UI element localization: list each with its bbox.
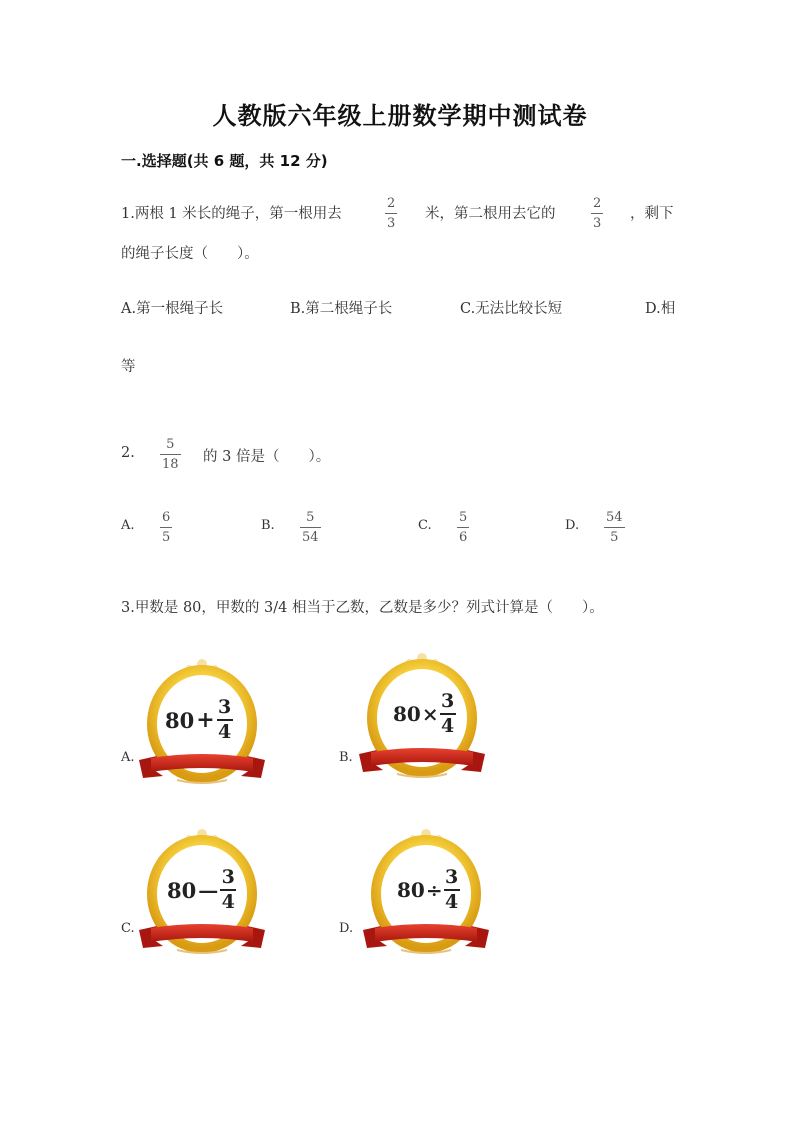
q3-option-a-medal[interactable] [137, 656, 269, 786]
denominator: 4 [444, 891, 459, 913]
q2-option-a-label[interactable]: A. [121, 518, 135, 533]
fraction [444, 868, 460, 912]
q1-text-a: 1.两根 1 米长的绳子，第一根用去 [121, 206, 342, 222]
numerator: 3 [221, 866, 235, 888]
q2-fraction [160, 438, 181, 471]
q3-option-d-expression [397, 868, 460, 912]
q2-option-c-fraction[interactable] [457, 511, 469, 544]
q1-frac1-numerator: 2 [387, 196, 396, 211]
q2-option-b-label[interactable]: B. [261, 518, 275, 533]
numerator: 54 [606, 510, 623, 525]
q3-option-d-label[interactable]: D. [339, 921, 354, 936]
section-heading: 一.选择题(共 6 题，共 12 分) [121, 152, 328, 170]
numerator: 3 [218, 696, 232, 718]
q3-option-b-medal[interactable] [357, 650, 489, 780]
operator: + [196, 707, 215, 733]
q3-option-c-medal[interactable] [137, 826, 269, 956]
denominator: 4 [221, 891, 235, 913]
number: 80 [397, 878, 425, 902]
denominator: 5 [162, 530, 171, 545]
fraction [217, 698, 233, 742]
q1-line-2: 的绳子长度（ ）。 [121, 246, 259, 262]
q3-option-b-label[interactable]: B. [339, 750, 353, 765]
page-title: 人教版六年级上册数学期中测试卷 [212, 102, 588, 130]
q2-option-d-label[interactable]: D. [565, 518, 580, 533]
q2-prefix: 2. [121, 445, 135, 461]
fraction [440, 692, 456, 736]
fraction [220, 868, 236, 912]
numerator: 5 [306, 510, 315, 525]
q2-option-d-fraction[interactable] [604, 511, 625, 544]
operator: × [421, 702, 439, 726]
q3-option-a-expression [165, 698, 233, 742]
denominator: 4 [218, 721, 232, 743]
q2-frac-denominator: 18 [162, 457, 179, 472]
number: 80 [167, 877, 197, 903]
q2-frac-numerator: 5 [166, 437, 175, 452]
q3-option-d-medal[interactable] [361, 826, 493, 956]
q1-frac2-numerator: 2 [593, 196, 602, 211]
denominator: 54 [302, 530, 319, 545]
q3-text: 3.甲数是 80，甲数的 3/4 相当于乙数，乙数是多少？列式计算是（ ）。 [121, 600, 604, 616]
numerator: 5 [459, 510, 468, 525]
numerator: 3 [444, 866, 459, 888]
denominator: 4 [440, 715, 455, 737]
q2-option-c-label[interactable]: C. [418, 518, 432, 533]
q3-option-c-expression [167, 868, 236, 912]
numerator: 6 [162, 510, 171, 525]
q1-option-b[interactable]: B.第二根绳子长 [290, 301, 393, 317]
q3-option-c-label[interactable]: C. [121, 921, 135, 936]
q1-fraction-1 [385, 197, 397, 230]
q1-fraction-2 [591, 197, 603, 230]
denominator: 6 [459, 530, 468, 545]
number: 80 [165, 707, 195, 733]
q3-option-a-label[interactable]: A. [121, 750, 135, 765]
q1-option-d[interactable]: D.相 [645, 301, 676, 317]
operator: ÷ [425, 878, 443, 902]
q1-option-a[interactable]: A.第一根绳子长 [121, 301, 224, 317]
denominator: 5 [610, 530, 619, 545]
numerator: 3 [440, 690, 455, 712]
q2-option-a-fraction[interactable] [160, 511, 172, 544]
q2-text: 的 3 倍是（ ）。 [203, 449, 331, 465]
q1-option-c[interactable]: C.无法比较长短 [460, 301, 563, 317]
q1-text-b: 米，第二根用去它的 [425, 206, 556, 222]
q2-option-b-fraction[interactable] [300, 511, 321, 544]
q1-text-c: ，剩下 [630, 206, 674, 222]
q3-option-b-expression [393, 692, 456, 736]
q1-frac1-denominator: 3 [387, 216, 396, 231]
q1-frac2-denominator: 3 [593, 216, 602, 231]
operator: — [198, 878, 219, 902]
q1-option-d-wrap: 等 [121, 359, 136, 375]
number: 80 [393, 702, 421, 726]
